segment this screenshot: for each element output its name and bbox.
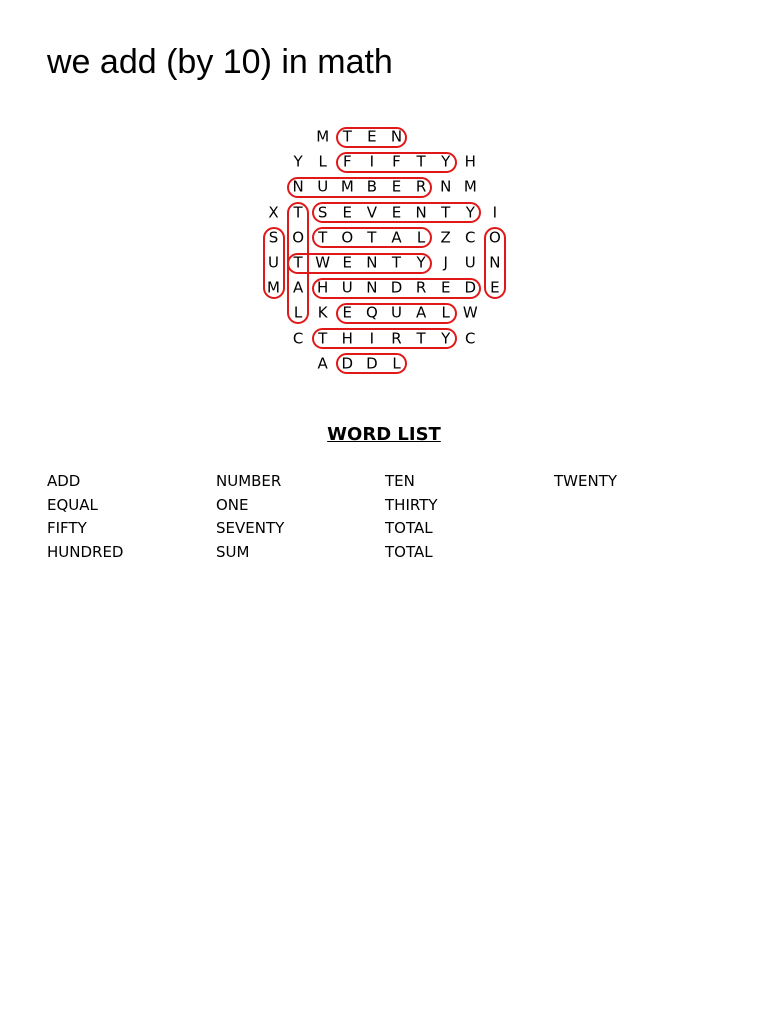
grid-letter: A [292, 278, 304, 297]
word-list-item: TWENTY [554, 472, 618, 490]
grid-letter: I [492, 203, 498, 222]
word-list-item: HUNDRED [47, 542, 124, 561]
grid-letter: T [293, 253, 303, 272]
word-list-item: TOTAL [385, 519, 433, 537]
found-word-ring [312, 227, 432, 248]
grid-letter: N [366, 278, 378, 297]
grid-letter: R [415, 278, 427, 297]
grid-letter: Y [441, 329, 451, 348]
grid-letter: T [342, 127, 352, 146]
grid-letter: A [415, 303, 427, 322]
word-list-heading: WORD LIST [327, 424, 441, 445]
grid-letter: E [342, 253, 353, 272]
grid-letter: C [292, 329, 304, 348]
found-word-ring [484, 227, 506, 298]
found-word-ring [263, 227, 285, 298]
grid-letter: M [463, 177, 477, 196]
grid-letter: T [391, 253, 402, 272]
grid-letter: N [440, 177, 452, 196]
grid-letter: L [416, 228, 426, 247]
grid-letter: A [317, 354, 328, 373]
grid-letter: L [441, 303, 450, 322]
grid-letter: N [366, 253, 378, 272]
grid-letter: M [267, 278, 280, 297]
grid-letter: N [415, 203, 427, 222]
grid-letter: R [391, 329, 402, 348]
word-list-item: EQUAL [47, 495, 98, 514]
word-list-item: ONE [216, 495, 249, 514]
found-word-ring [336, 152, 456, 173]
grid-letter: L [293, 303, 303, 322]
grid-letter: D [341, 354, 354, 373]
grid-letter: U [341, 278, 353, 297]
grid-letter: E [391, 203, 402, 222]
grid-letter: Y [293, 152, 303, 171]
grid-letter: H [341, 329, 353, 348]
grid-letter: C [465, 228, 476, 247]
grid-letter: N [390, 127, 403, 146]
grid-letter: E [391, 177, 402, 196]
grid-letter: N [292, 177, 304, 196]
found-word-ring [336, 127, 407, 148]
grid-letter: E [342, 203, 353, 222]
grid-letter: F [342, 152, 352, 171]
grid-letter: U [464, 253, 476, 272]
grid-letter: L [318, 152, 327, 171]
word-list-item: SUM [216, 542, 250, 561]
word-search-grid [0, 0, 768, 400]
word-list-item: TOTAL [385, 542, 433, 561]
grid-letter: O [488, 228, 501, 247]
grid-letter: T [318, 329, 328, 348]
grid-letter: Z [440, 228, 451, 247]
word-list [47, 470, 727, 564]
found-word-ring [287, 177, 432, 198]
grid-letter: Y [441, 152, 451, 171]
grid-letter: C [465, 329, 476, 348]
grid-letter: Y [416, 253, 426, 272]
grid-letter: V [366, 203, 378, 222]
grid-letter: B [366, 177, 378, 196]
grid-letter: T [416, 152, 426, 171]
found-word-ring [312, 278, 482, 299]
grid-letter: U [268, 253, 279, 272]
grid-letter: W [462, 303, 478, 322]
grid-letter: D [464, 278, 477, 297]
grid-letter: D [366, 354, 378, 373]
grid-letter: I [369, 152, 375, 171]
grid-letter: I [369, 329, 375, 348]
found-word-ring [336, 303, 456, 324]
grid-letter: J [443, 253, 448, 272]
grid-letter: E [367, 127, 377, 146]
grid-letter: N [489, 253, 501, 272]
word-list-item: TEN [385, 472, 415, 490]
grid-letter: E [440, 278, 451, 297]
grid-letter: K [317, 303, 328, 322]
word-list-item: THIRTY [385, 495, 438, 514]
grid-letter: A [391, 228, 402, 247]
grid-letter: T [367, 228, 377, 247]
grid-letter: U [317, 177, 329, 196]
grid-letter: T [293, 203, 303, 222]
grid-letter: H [464, 152, 476, 171]
word-list-item: SEVENTY [216, 519, 285, 537]
grid-letter: M [340, 177, 354, 196]
grid-letter: S [317, 203, 328, 222]
grid-letter: T [441, 203, 451, 222]
grid-letter: D [390, 278, 403, 297]
grid-letter: S [268, 228, 279, 247]
grid-letter: W [315, 253, 331, 272]
grid-letter: O [341, 228, 354, 247]
grid-letter: U [391, 303, 402, 322]
grid-letter: E [490, 278, 500, 297]
grid-letter: F [392, 152, 401, 171]
grid-letter: O [292, 228, 304, 247]
found-word-ring [312, 328, 457, 349]
found-word-ring [336, 353, 407, 374]
word-list-item: NUMBER [216, 472, 282, 490]
grid-letter: R [415, 177, 427, 196]
grid-letter: T [416, 329, 426, 348]
found-word-ring [287, 202, 309, 324]
word-list-item: FIFTY [47, 519, 87, 537]
grid-letter: T [318, 228, 328, 247]
grid-letter: X [268, 203, 279, 222]
grid-letter: H [317, 278, 329, 297]
grid-letter: L [392, 354, 401, 373]
grid-letter: E [342, 303, 353, 322]
grid-letter: M [316, 127, 330, 146]
found-word-ring [312, 202, 482, 223]
grid-letter: Q [365, 303, 378, 322]
page-title: we add (by 10) in math [47, 43, 393, 81]
word-list-item: ADD [47, 472, 81, 490]
grid-letter: Y [465, 203, 475, 222]
